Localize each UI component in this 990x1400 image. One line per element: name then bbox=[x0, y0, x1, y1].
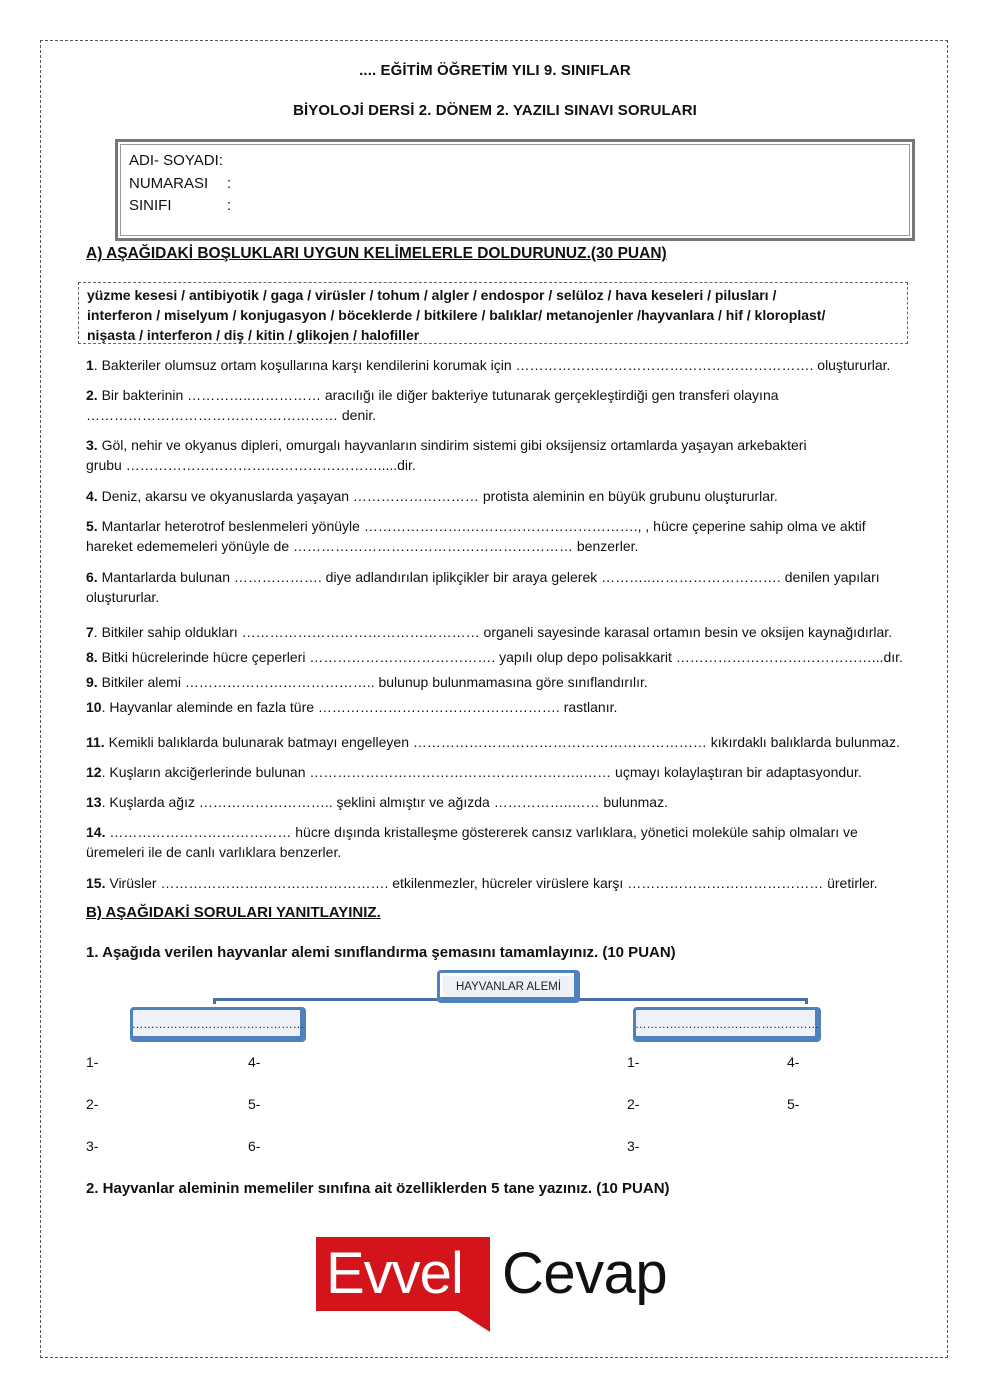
class-label: SINIFI bbox=[129, 197, 172, 214]
number-label: NUMARASI bbox=[129, 174, 209, 192]
word-bank-line: nişasta / interferon / diş / kitin / glikojen / halofiller bbox=[87, 327, 420, 343]
section-b-heading: B) AŞAĞIDAKİ SORULARI YANITLAYINIZ. bbox=[86, 904, 381, 921]
right-item-3[interactable]: 3- bbox=[627, 1138, 640, 1154]
class-field[interactable] bbox=[129, 195, 231, 218]
name-label: ADI- SOYADI: bbox=[129, 152, 223, 169]
left-item-5[interactable]: 5- bbox=[248, 1096, 261, 1112]
question-5: 5. Mantarlar heterotrof beslenmeleri yönüyle ………………….………………………………., , hücre çeperine sahip olma ve aktif hareket edememeleri yönüyle de …………………………………………………… benzerler. bbox=[86, 518, 866, 554]
question-11: 11. Kemikli balıklarda bulunarak batmayı engelleyen ……………………………………………………… kıkırdaklı balıklarda bulunmaz. bbox=[86, 734, 900, 750]
logo-speech-bubble bbox=[316, 1237, 490, 1311]
logo-text-cevap: Cevap bbox=[502, 1241, 668, 1306]
logo-text-evvel: Evvel bbox=[326, 1241, 463, 1306]
diagram-right-blank: ………………………………………… bbox=[635, 1018, 819, 1031]
left-item-3[interactable]: 3- bbox=[86, 1138, 99, 1154]
question-14: 14. ………………………………… hücre dışında kristalleşme göstererek cansız varlıklara, yönetici moleküle sahip olmaları ve üremeleri ile de canlı varlıklara benzerler. bbox=[86, 824, 858, 860]
number-field[interactable] bbox=[129, 173, 231, 196]
right-item-5[interactable]: 5- bbox=[787, 1096, 800, 1112]
question-8: 8. Bitki hücrelerinde hücre çeperleri …………………………………. yapılı olup depo polisakkarit ……………………………………...dır. bbox=[86, 649, 903, 665]
word-bank bbox=[78, 282, 908, 344]
question-10: 10. Hayvanlar aleminde en fazla türe ……………………………………………. rastlanır. bbox=[86, 699, 618, 715]
question-15: 15. Virüsler …………………………………………. etkilenmezler, hücreler virüslere karşı …………………………………… üretirler. bbox=[86, 875, 878, 891]
word-bank-line: yüzme kesesi / antibiyotik / gaga / virüsler / tohum / algler / endospor / selüloz / hava keseleri / pilusları / bbox=[87, 287, 777, 303]
question-6: 6. Mantarlarda bulunan ………………. diye adlandırılan iplikçikler bir araya gelerek ………..………………………. denilen yapıları oluştururlar. bbox=[86, 569, 880, 605]
student-info-box bbox=[115, 139, 915, 241]
section-b-question-2: 2. Hayvanlar aleminin memeliler sınıfına ait özelliklerden 5 tane yazınız. (10 PUAN) bbox=[86, 1180, 670, 1197]
question-1: 1. Bakteriler olumsuz ortam koşullarına karşı kendilerini korumak için ………………………………………………………. oluştururlar. bbox=[86, 357, 891, 373]
question-7: 7. Bitkiler sahip oldukları …………………………………………… organeli sayesinde karasal ortamın besin ve oksijen kaynağıdırlar. bbox=[86, 624, 893, 640]
left-item-6[interactable]: 6- bbox=[248, 1138, 261, 1154]
question-2: 2. Bir bakterinin …………..…………… aracılığı ile diğer bakteriye tutunarak gerçekleştirdiği gen transferi olayına ……………………………………………… denir. bbox=[86, 387, 779, 423]
left-item-4[interactable]: 4- bbox=[248, 1054, 261, 1070]
right-item-2[interactable]: 2- bbox=[627, 1096, 640, 1112]
diagram-root-label: HAYVANLAR ALEMİ bbox=[443, 976, 574, 997]
right-item-4[interactable]: 4- bbox=[787, 1054, 800, 1070]
diagram-root-box bbox=[437, 970, 580, 1003]
class-colon: : bbox=[227, 197, 232, 214]
logo-bubble-tail-icon bbox=[456, 1310, 490, 1332]
diagram-left-blank: ……………………………………… bbox=[131, 1018, 305, 1031]
diagram-right-box[interactable] bbox=[633, 1007, 821, 1042]
question-9: 9. Bitkiler alemi ………………………………….. bulunup bulunmamasına göre sınıflandırılır. bbox=[86, 674, 648, 690]
question-12: 12. Kuşların akciğerlerinde bulunan …………………………………………………..…… uçmayı kolaylaştıran bir adaptasyondur. bbox=[86, 764, 862, 780]
left-item-2[interactable]: 2- bbox=[86, 1096, 99, 1112]
exam-year-title: .... EĞİTİM ÖĞRETİM YILI 9. SINIFLAR bbox=[359, 62, 631, 79]
left-item-1[interactable]: 1- bbox=[86, 1054, 99, 1070]
number-colon: : bbox=[227, 174, 232, 192]
question-4: 4. Deniz, akarsu ve okyanuslarda yaşayan ……………………… protista aleminin en büyük grubunu oluştururlar. bbox=[86, 488, 778, 504]
diagram-connector-left-tick bbox=[213, 998, 216, 1004]
question-13: 13. Kuşlarda ağız ……………………….. şeklini almıştır ve ağızda ……………..…… bulunmaz. bbox=[86, 794, 668, 810]
question-3: 3. Göl, nehir ve okyanus dipleri, omurgalı hayvanların sindirim sistemi gibi oksijensiz ortamlarda yaşayan arkebakteri grubu ……………………………………………….....dir. bbox=[86, 437, 807, 473]
section-b-question-1: 1. Aşağıda verilen hayvanlar alemi sınıflandırma şemasını tamamlayınız. (10 PUAN) bbox=[86, 944, 676, 961]
section-a-heading: A) AŞAĞIDAKİ BOŞLUKLARI UYGUN KELİMELERLE DOLDURUNUZ.(30 PUAN) bbox=[86, 245, 667, 262]
word-bank-line: interferon / miselyum / konjugasyon / böceklerde / bitkilere / balıklar/ metanojenler /hayvanlara / hif / kloroplast/ bbox=[87, 307, 826, 323]
right-item-1[interactable]: 1- bbox=[627, 1054, 640, 1070]
name-field[interactable] bbox=[129, 150, 231, 173]
exam-subject-title: BİYOLOJİ DERSİ 2. DÖNEM 2. YAZILI SINAVI SORULARI bbox=[293, 102, 697, 119]
diagram-left-box[interactable] bbox=[130, 1007, 306, 1042]
diagram-connector-right-tick bbox=[805, 998, 808, 1004]
